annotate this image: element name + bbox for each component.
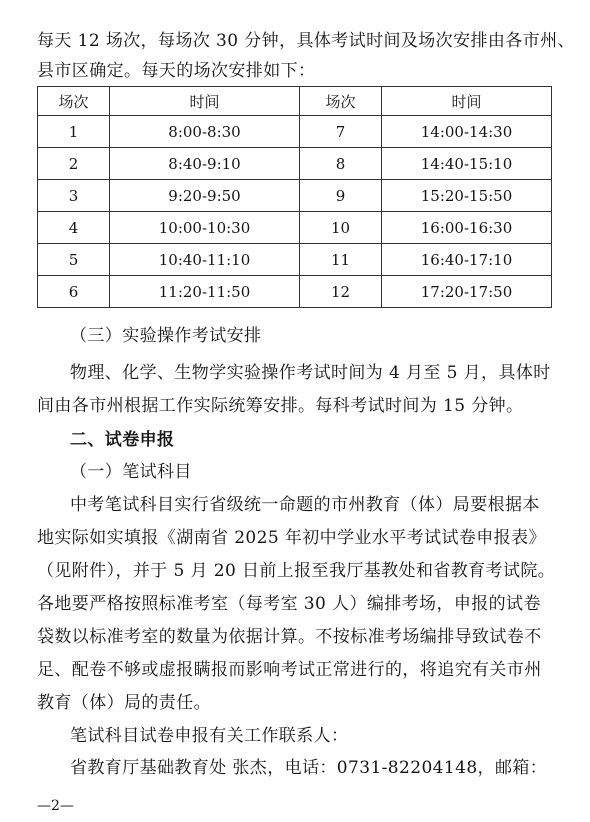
table-cell: 5 [38, 244, 110, 276]
paragraph-line: 各地要严格按照标准考室（每考室 30 人）编排考场，申报的试卷 [37, 594, 541, 614]
table-cell: 1 [38, 116, 110, 148]
contact-title: 笔试科目试卷申报有关工作联系人： [70, 726, 349, 746]
section-3-line-2: 间由各市州根据工作实际统筹安排。每科考试时间为 15 分钟。 [37, 396, 524, 416]
paragraph-line: 教育（体）局的责任。 [37, 693, 211, 713]
paragraph-line: 地实际如实填报《湖南省 2025 年初中学业水平考试试卷申报表》 [37, 528, 546, 548]
table-row [38, 276, 552, 308]
table-cell: 8 [300, 148, 382, 180]
table-cell: 9:20-9:50 [110, 180, 300, 212]
paragraph-line: 中考笔试科目实行省级统一命题的市州教育（体）局要根据本 [70, 495, 540, 515]
table-cell: 9 [300, 180, 382, 212]
header-time: 时间 [110, 87, 300, 116]
part-2-title: 二、试卷申报 [70, 430, 175, 450]
table-cell: 14:00-14:30 [382, 116, 552, 148]
table-cell: 7 [300, 116, 382, 148]
table-row [38, 212, 552, 244]
table-cell: 8:40-9:10 [110, 148, 300, 180]
paragraph-line: 足、配卷不够或虚报瞒报而影响考试正常进行的，将追究有关市州 [37, 660, 542, 680]
table-cell: 11:20-11:50 [110, 276, 300, 308]
table-cell: 10:40-11:10 [110, 244, 300, 276]
table-header-row [38, 87, 552, 116]
table-cell: 8:00-8:30 [110, 116, 300, 148]
table-cell: 16:00-16:30 [382, 212, 552, 244]
contact-line: 省教育厅基础教育处 张杰，电话：0731-82204148，邮箱： [70, 758, 548, 778]
header-session: 场次 [300, 87, 382, 116]
table-cell: 3 [38, 180, 110, 212]
header-session: 场次 [38, 87, 110, 116]
section-3-line-1: 物理、化学、生物学实验操作考试时间为 4 月至 5 月，具体时 [70, 363, 551, 383]
table-row [38, 244, 552, 276]
table-cell: 14:40-15:10 [382, 148, 552, 180]
part-2-sub-1-title: （一）笔试科目 [70, 462, 192, 482]
intro-line-2: 县市区确定。每天的场次安排如下： [37, 61, 316, 81]
table-cell: 10:00-10:30 [110, 212, 300, 244]
table-cell: 10 [300, 212, 382, 244]
page-number: —2— [37, 798, 74, 814]
table-cell: 11 [300, 244, 382, 276]
schedule-table [37, 86, 552, 308]
table-row [38, 180, 552, 212]
header-time: 时间 [382, 87, 552, 116]
paragraph-line: （见附件），并于 5 月 20 日前上报至我厅基教处和省教育考试院。 [37, 561, 556, 581]
table-cell: 17:20-17:50 [382, 276, 552, 308]
table-cell: 16:40-17:10 [382, 244, 552, 276]
intro-line-1: 每天 12 场次，每场次 30 分钟，具体考试时间及场次安排由各市州、 [37, 31, 575, 51]
table-row [38, 148, 552, 180]
table-cell: 15:20-15:50 [382, 180, 552, 212]
section-3-title: （三）实验操作考试安排 [70, 326, 262, 346]
table-cell: 2 [38, 148, 110, 180]
table-row [38, 116, 552, 148]
table-cell: 12 [300, 276, 382, 308]
table-cell: 6 [38, 276, 110, 308]
table-cell: 4 [38, 212, 110, 244]
paragraph-line: 袋数以标准考室的数量为依据计算。不按标准考场编排导致试卷不 [37, 627, 542, 647]
